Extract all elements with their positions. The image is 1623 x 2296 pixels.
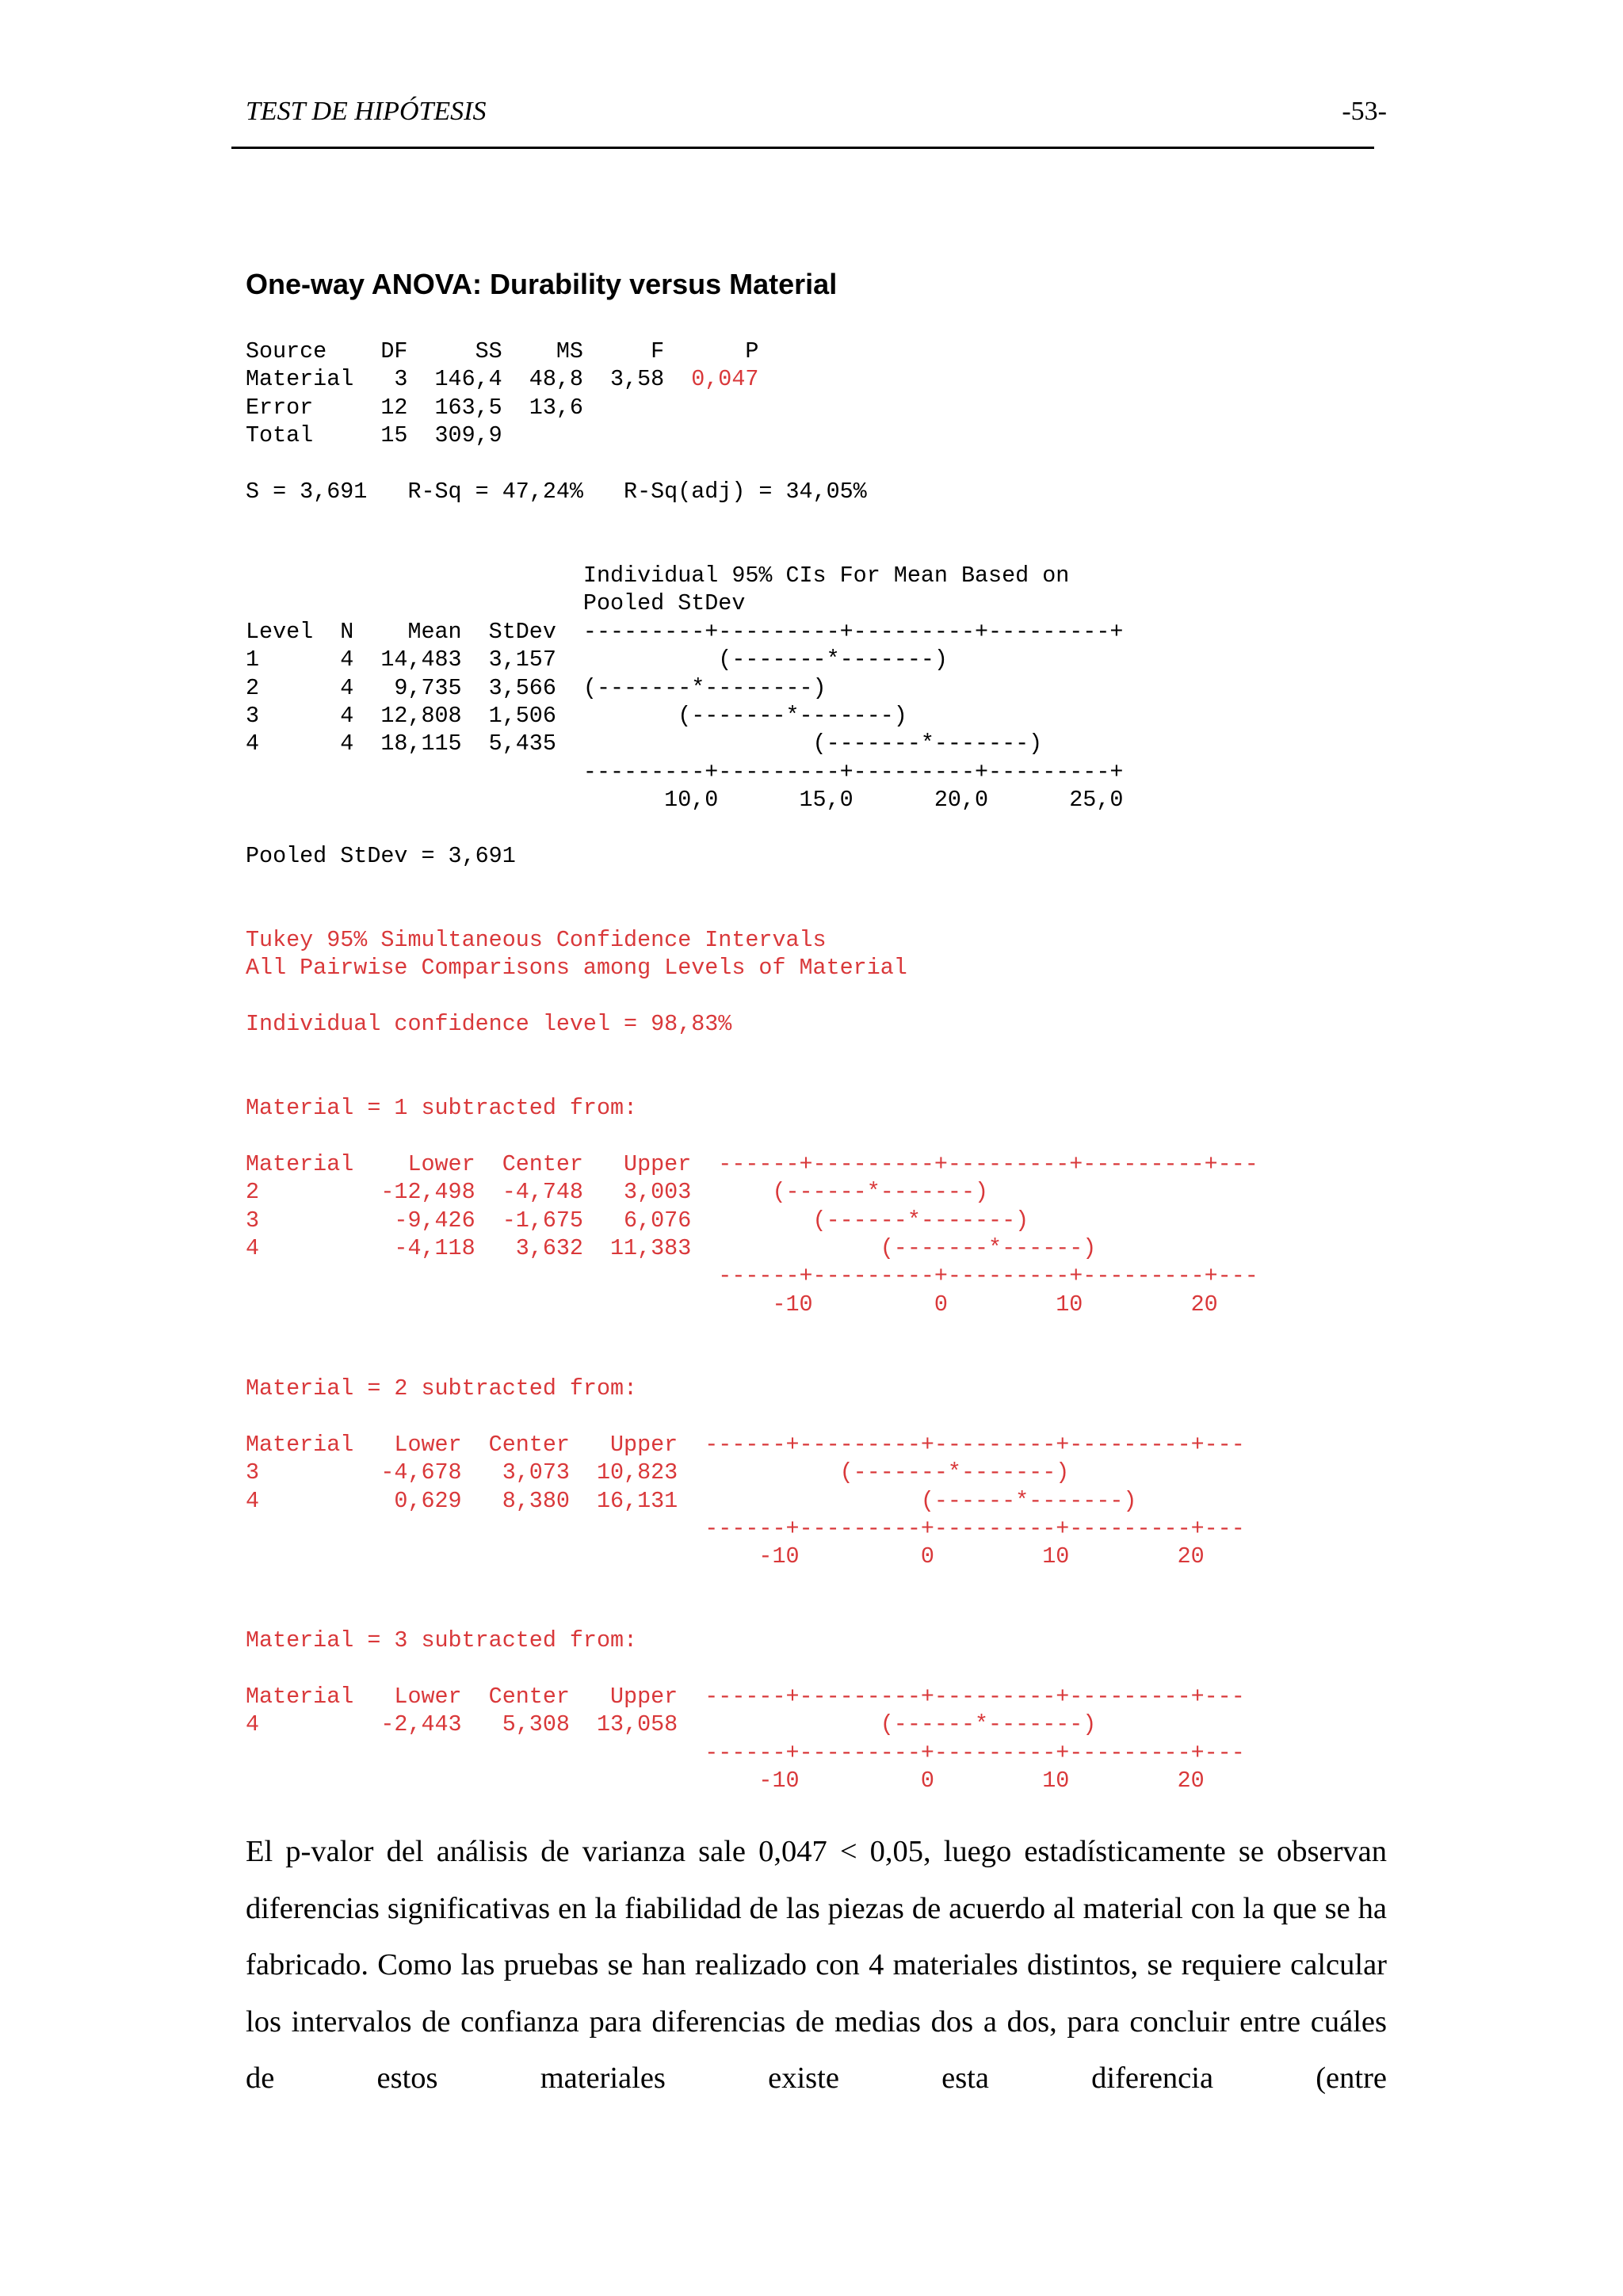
tukey-block-material-2 [246, 1375, 1245, 1571]
header-rule [231, 147, 1374, 149]
ci-line: ---------+---------+---------+---------+ [246, 758, 1124, 785]
tukey-line: ------+---------+---------+---------+--- [246, 1263, 1258, 1290]
anova-table [246, 338, 758, 450]
tukey-line: Material = 2 subtracted from: [246, 1375, 638, 1402]
fit-summary: S = 3,691 R-Sq = 47,24% R-Sq(adj) = 34,05% [246, 479, 867, 505]
tukey-header-line: Tukey 95% Simultaneous Confidence Intervals [246, 927, 827, 953]
tukey-header [246, 926, 907, 982]
tukey-block-material-3 [246, 1627, 1245, 1794]
anova-p-value: 0,047 [691, 366, 759, 393]
tukey-line: 4 0,629 8,380 16,131 (------*-------) [246, 1487, 1137, 1514]
running-header-title: TEST DE HIPÓTESIS [246, 97, 487, 126]
ci-line: 1 4 14,483 3,157 (-------*-------) [246, 646, 948, 673]
individual-ci-block [246, 562, 1123, 814]
tukey-line: 4 -4,118 3,632 11,383 (-------*------) [246, 1235, 1097, 1262]
anova-table-row: Source DF SS MS F P [246, 338, 759, 364]
ci-line: Pooled StDev [246, 590, 746, 617]
tukey-line: 3 -9,426 -1,675 6,076 (------*-------) [246, 1207, 1029, 1234]
tukey-line: Material Lower Center Upper ------+---------+---------+---------+--- [246, 1150, 1258, 1177]
anova-table-row: Material 3 146,4 48,8 3,58 [246, 366, 692, 393]
tukey-line: Material Lower Center Upper ------+---------+---------+---------+--- [246, 1683, 1245, 1710]
body-paragraph: El p-valor del análisis de varianza sale 0,047 < 0,05, luego estadísticamente se observan diferencias significativas en la fiabilidad de las piezas de acuerdo al material con la que se ha fabricado. Como las pruebas se han realizado con 4 materiales distintos, se requiere calcular los intervalos de confianza para diferencias de medias dos a dos, para concluir entre cuáles de estos materiales existe esta diferencia (entre [246, 1835, 1387, 2095]
pooled-stdev: Pooled StDev = 3,691 [246, 843, 516, 869]
tukey-line: -10 0 10 20 [246, 1768, 1205, 1794]
tukey-line: ------+---------+---------+---------+--- [246, 1739, 1245, 1766]
ci-line: Individual 95% CIs For Mean Based on [246, 563, 1070, 589]
tukey-confidence-level: Individual confidence level = 98,83% [246, 1011, 732, 1037]
tukey-line: Material Lower Center Upper ------+---------+---------+---------+--- [246, 1431, 1245, 1458]
tukey-line: -10 0 10 20 [246, 1291, 1218, 1318]
ci-line: 2 4 9,735 3,566 (-------*--------) [246, 674, 827, 701]
anova-title: One-way ANOVA: Durability versus Material [246, 268, 838, 300]
tukey-line: Material = 3 subtracted from: [246, 1627, 638, 1653]
ci-line: Level N Mean StDev ---------+---------+---------+---------+ [246, 618, 1124, 645]
page-number: -53- [1342, 97, 1387, 126]
ci-line: 3 4 12,808 1,506 (-------*-------) [246, 703, 907, 730]
tukey-header-line: All Pairwise Comparisons among Levels of Material [246, 955, 907, 982]
ci-line: 4 4 18,115 5,435 (-------*-------) [246, 730, 1043, 757]
tukey-line: Material = 1 subtracted from: [246, 1095, 638, 1121]
tukey-line: 4 -2,443 5,308 13,058 (------*-------) [246, 1711, 1097, 1738]
tukey-line: 2 -12,498 -4,748 3,003 (------*-------) [246, 1179, 989, 1206]
ci-line: 10,0 15,0 20,0 25,0 [246, 787, 1124, 814]
tukey-line: 3 -4,678 3,073 10,823 (-------*-------) [246, 1459, 1070, 1486]
tukey-line: ------+---------+---------+---------+--- [246, 1516, 1245, 1543]
anova-table-row: Total 15 309,9 [246, 422, 502, 449]
tukey-line: -10 0 10 20 [246, 1543, 1205, 1570]
tukey-block-material-1 [246, 1094, 1258, 1318]
anova-table-row: Error 12 163,5 13,6 [246, 394, 583, 421]
